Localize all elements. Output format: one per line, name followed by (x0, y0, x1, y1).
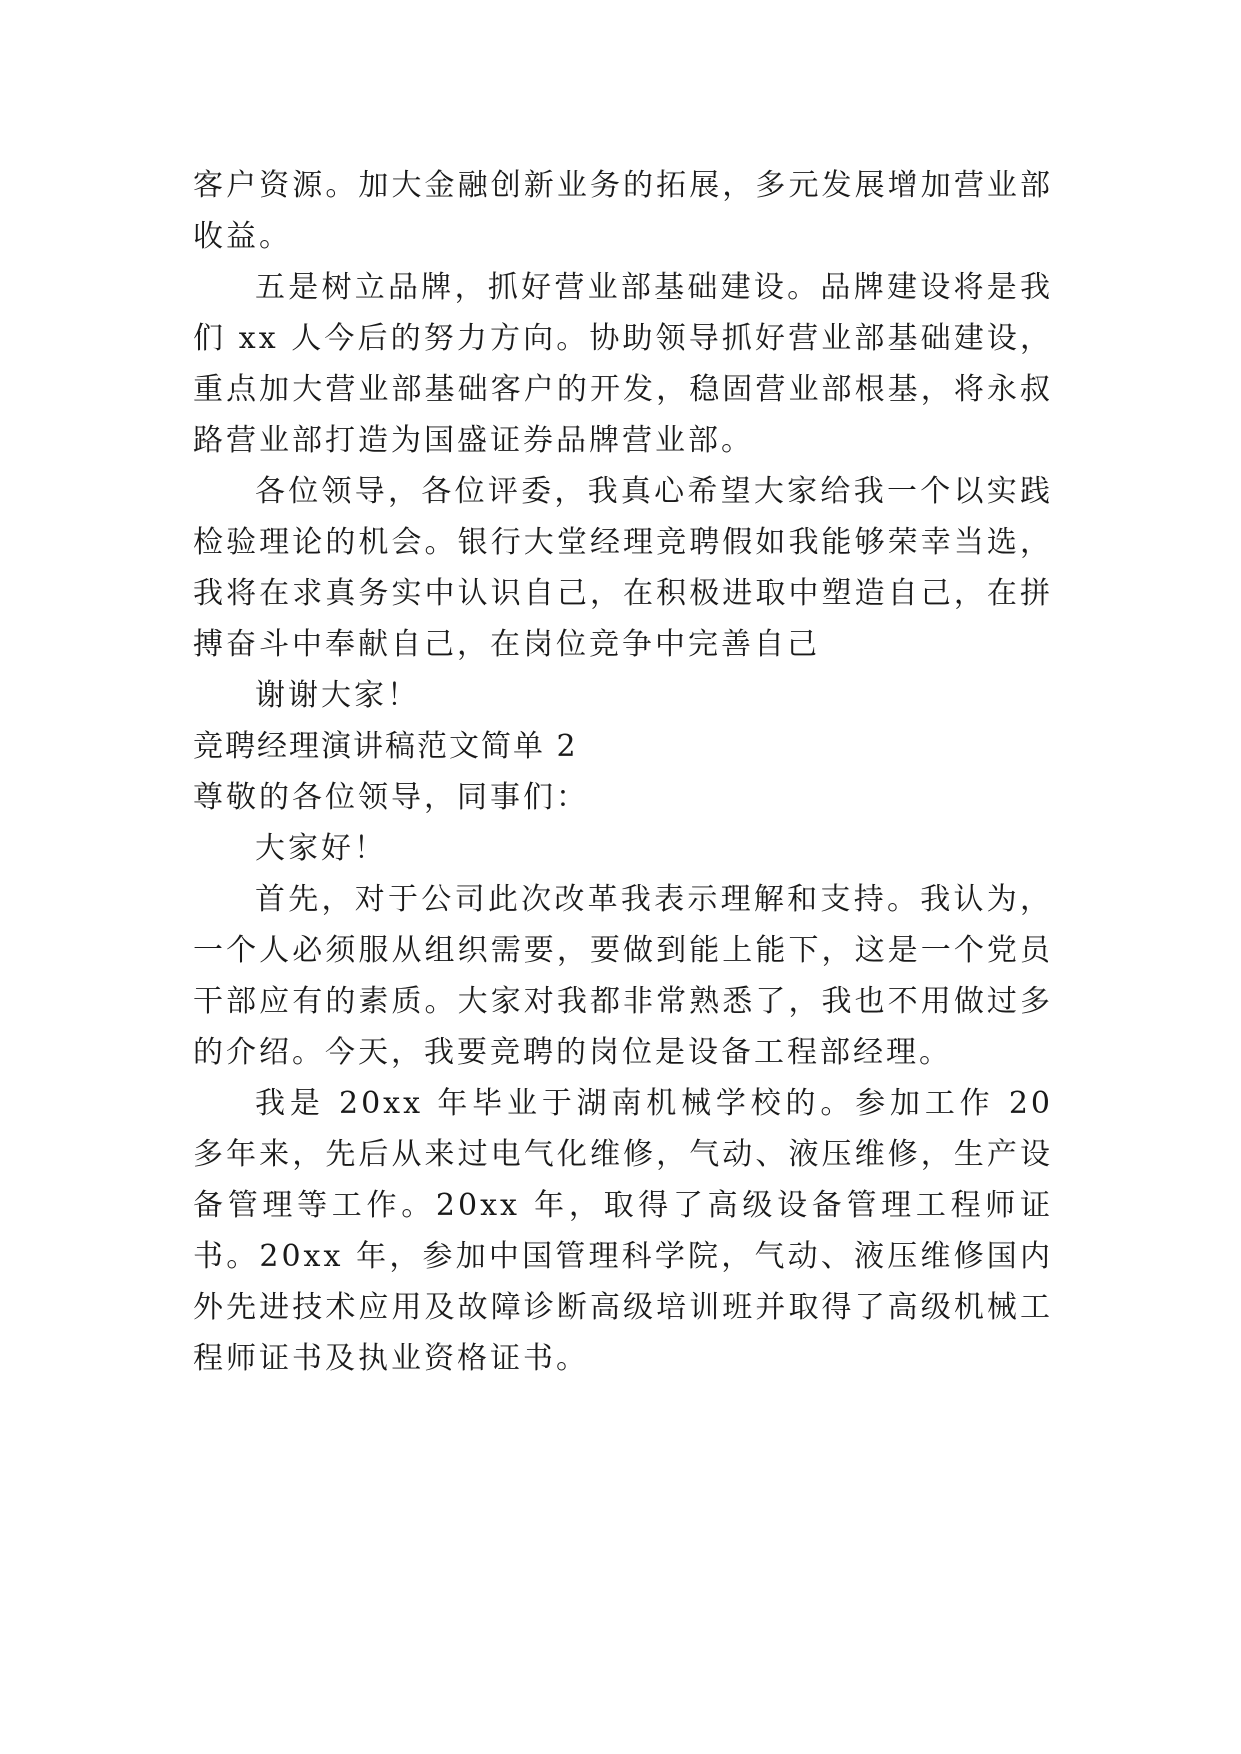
paragraph-support-reform: 首先，对于公司此次改革我表示理解和支持。我认为，一个人必须服从组织需要，要做到能上能下，这是一个党员干部应有的素质。大家对我都非常熟悉了，我也不用做过多的介绍。今天，我要竞聘的岗位是设备工程部经理。 (193, 882, 1053, 1070)
paragraph-closing-appeal: 各位领导，各位评委，我真心希望大家给我一个以实践检验理论的机会。银行大堂经理竞聘假如我能够荣幸当选，我将在求真务实中认识自己，在积极进取中塑造自己，在拼搏奋斗中奉献自己，在岗位竞争中完善自己 (193, 474, 1053, 662)
paragraph-continuation: 客户资源。加大金融创新业务的拓展，多元发展增加营业部收益。 (193, 168, 1053, 254)
section-title: 竞聘经理演讲稿范文简单 2 (193, 729, 578, 764)
paragraph-thanks: 谢谢大家！ (255, 678, 420, 713)
greeting: 大家好！ (255, 831, 387, 866)
paragraph-brand-building: 五是树立品牌，抓好营业部基础建设。品牌建设将是我们 xx 人今后的努力方向。协助领导抓好营业部基础建设，重点加大营业部基础客户的开发，稳固营业部根基，将永叔路营业部打造为国盛证券品牌营业部。 (193, 270, 1053, 458)
paragraph-background: 我是 20xx 年毕业于湖南机械学校的。参加工作 20 多年来，先后从来过电气化维修，气动、液压维修，生产设备管理等工作。20xx 年，取得了高级设备管理工程师证书。20xx 年，参加中国管理科学院，气动、液压维修国内外先进技术应用及故障诊断高级培训班并取得了高级机械工程师证书及执业资格证书。 (193, 1086, 1053, 1376)
document-body (193, 160, 1053, 1384)
salutation: 尊敬的各位领导，同事们： (193, 780, 589, 815)
